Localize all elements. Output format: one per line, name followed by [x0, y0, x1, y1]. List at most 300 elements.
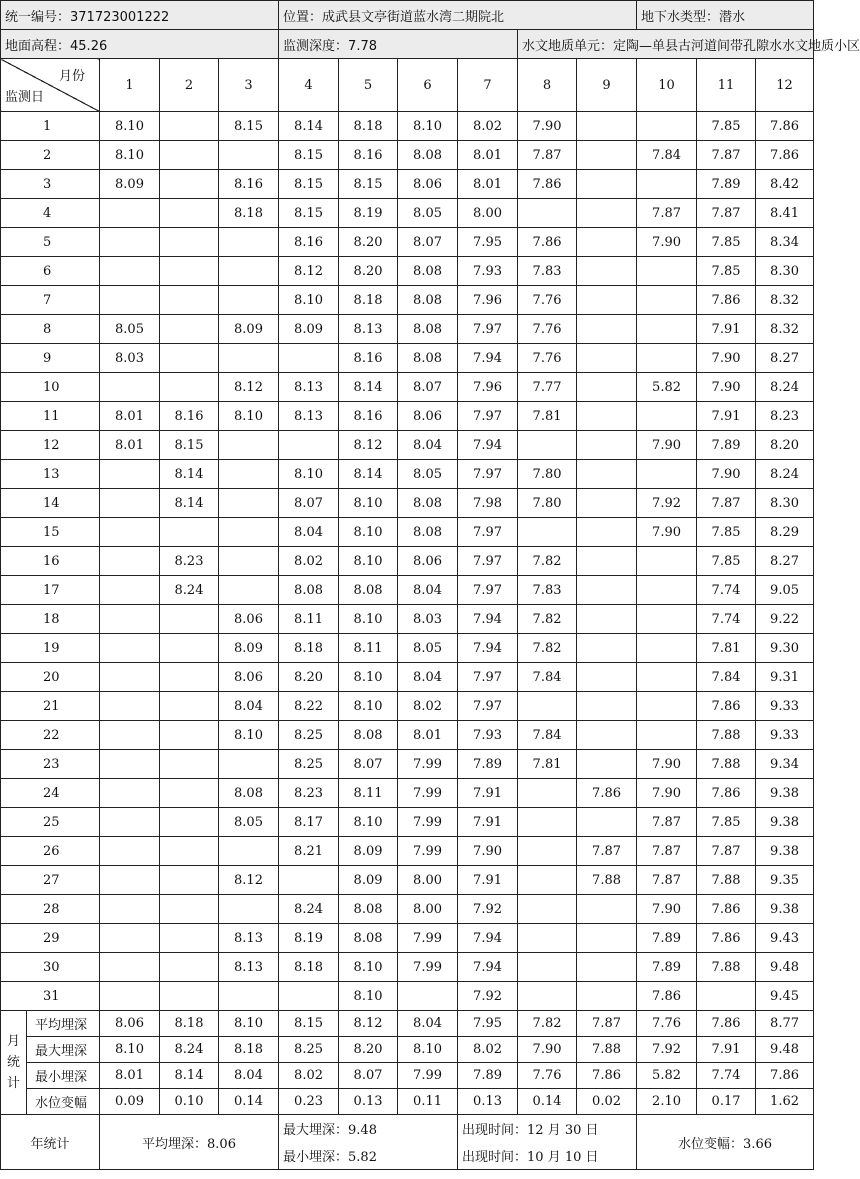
- table-row: [1, 286, 814, 315]
- table-row: [1, 402, 814, 431]
- depth-value-cell: [518, 692, 577, 721]
- depth-value-cell: 7.90: [637, 750, 697, 779]
- depth-value-cell: 7.99: [398, 837, 458, 866]
- depth-value-cell: 7.89: [458, 750, 518, 779]
- table-row: [1, 808, 814, 837]
- depth-value-cell: [100, 199, 160, 228]
- depth-value-cell: [637, 286, 697, 315]
- depth-value-cell: 7.86: [577, 779, 637, 808]
- depth-value-cell: 8.00: [398, 895, 458, 924]
- depth-value-cell: 8.16: [219, 170, 279, 199]
- depth-value-cell: 8.29: [756, 518, 814, 547]
- depth-value-cell: 8.13: [279, 402, 339, 431]
- depth-value-cell: [160, 257, 219, 286]
- depth-value-cell: [219, 344, 279, 373]
- depth-value-cell: [577, 489, 637, 518]
- table-row: [1, 344, 814, 373]
- monthly-stat-value: 7.99: [398, 1063, 458, 1089]
- monthly-stats-label-chars: [7, 1031, 20, 1094]
- depth-value-cell: 7.99: [398, 924, 458, 953]
- depth-value-cell: [637, 315, 697, 344]
- monthly-stat-row: [1, 1037, 814, 1063]
- depth-value-cell: 7.89: [697, 170, 756, 199]
- elevation-value: 45.26: [70, 38, 108, 54]
- depth-value-cell: [100, 228, 160, 257]
- depth-value-cell: [100, 489, 160, 518]
- monthly-stats-label-char: 月: [6, 1034, 20, 1049]
- water-type-value: 潜水: [719, 9, 746, 25]
- day-label: 12: [1, 431, 100, 460]
- depth-value-cell: 8.10: [339, 489, 398, 518]
- station-id-cell: 统一编号：371723001222: [1, 1, 279, 30]
- depth-value-cell: 8.10: [339, 663, 398, 692]
- depth-value-cell: 8.15: [219, 112, 279, 141]
- depth-value-cell: 7.89: [637, 953, 697, 982]
- depth-value-cell: 7.86: [637, 982, 697, 1011]
- depth-value-cell: [219, 431, 279, 460]
- depth-value-cell: 7.99: [398, 750, 458, 779]
- depth-value-cell: 7.85: [697, 257, 756, 286]
- depth-value-cell: 8.18: [219, 199, 279, 228]
- table-row: [1, 547, 814, 576]
- month-header-2: 2: [160, 59, 219, 112]
- depth-value-cell: [637, 547, 697, 576]
- depth-value-cell: [577, 808, 637, 837]
- depth-value-cell: [219, 837, 279, 866]
- depth-value-cell: [100, 576, 160, 605]
- depth-value-cell: [577, 982, 637, 1011]
- depth-value-cell: 8.22: [279, 692, 339, 721]
- depth-value-cell: 8.14: [160, 460, 219, 489]
- depth-value-cell: 8.10: [219, 402, 279, 431]
- depth-value-cell: 7.82: [518, 605, 577, 634]
- table-row: [1, 924, 814, 953]
- depth-value-cell: 8.11: [279, 605, 339, 634]
- depth-value-cell: [518, 866, 577, 895]
- depth-value-cell: [577, 460, 637, 489]
- depth-value-cell: [100, 953, 160, 982]
- depth-value-cell: 8.14: [339, 460, 398, 489]
- depth-value-cell: 7.88: [697, 866, 756, 895]
- depth-value-cell: 7.86: [697, 779, 756, 808]
- depth-value-cell: [160, 344, 219, 373]
- depth-value-cell: [160, 286, 219, 315]
- depth-value-cell: 7.94: [458, 605, 518, 634]
- table-row: [1, 837, 814, 866]
- depth-value-cell: 7.86: [697, 895, 756, 924]
- depth-value-cell: 8.25: [279, 721, 339, 750]
- depth-value-cell: 8.20: [756, 431, 814, 460]
- depth-value-cell: 7.94: [458, 431, 518, 460]
- depth-value-cell: 7.84: [518, 721, 577, 750]
- day-label: 27: [1, 866, 100, 895]
- depth-value-cell: [577, 170, 637, 199]
- depth-cell: 监测深度：7.78: [279, 30, 518, 59]
- table-row: [1, 779, 814, 808]
- depth-value-cell: [160, 315, 219, 344]
- depth-value-cell: [518, 982, 577, 1011]
- depth-value-cell: 8.13: [279, 373, 339, 402]
- monthly-stat-label: 平均埋深: [35, 1018, 88, 1033]
- depth-value-cell: 8.12: [219, 373, 279, 402]
- monthly-stat-value: 8.20: [339, 1037, 398, 1063]
- depth-value-cell: [279, 866, 339, 895]
- depth-value-cell: [637, 112, 697, 141]
- depth-value-cell: 8.07: [398, 228, 458, 257]
- depth-value-cell: 7.94: [458, 344, 518, 373]
- depth-value-cell: 8.23: [160, 547, 219, 576]
- depth-value-cell: 7.80: [518, 460, 577, 489]
- depth-value-cell: [160, 112, 219, 141]
- depth-value-cell: [637, 257, 697, 286]
- depth-value-cell: 8.03: [398, 605, 458, 634]
- monthly-stat-value: 8.04: [398, 1011, 458, 1037]
- depth-value-cell: 8.24: [756, 373, 814, 402]
- depth-value-cell: 8.17: [279, 808, 339, 837]
- depth-value-cell: [160, 808, 219, 837]
- depth-value-cell: [518, 779, 577, 808]
- depth-value-cell: 8.20: [339, 257, 398, 286]
- depth-value-cell: 8.01: [458, 141, 518, 170]
- depth-value-cell: [219, 518, 279, 547]
- depth-value-cell: 7.82: [518, 547, 577, 576]
- annual-min-time: 出现时间：10 月 10 日: [458, 1142, 637, 1170]
- monthly-stat-row: [1, 1089, 814, 1115]
- depth-value-cell: 8.05: [398, 460, 458, 489]
- depth-value-cell: [100, 286, 160, 315]
- day-label: 18: [1, 605, 100, 634]
- depth-value-cell: 8.00: [458, 199, 518, 228]
- annual-stats-row: [1, 1115, 814, 1143]
- table-row: [1, 634, 814, 663]
- depth-value-cell: 8.09: [339, 837, 398, 866]
- depth-value-cell: 8.08: [398, 286, 458, 315]
- depth-value-cell: [577, 431, 637, 460]
- depth-value-cell: 7.99: [398, 779, 458, 808]
- header-row-1: [1, 1, 814, 30]
- day-label: 15: [1, 518, 100, 547]
- depth-value-cell: [160, 982, 219, 1011]
- depth-value-cell: [577, 663, 637, 692]
- day-label: 17: [1, 576, 100, 605]
- depth-value-cell: 7.90: [637, 779, 697, 808]
- depth-value-cell: 7.88: [697, 953, 756, 982]
- month-header-6: 6: [398, 59, 458, 112]
- depth-value-cell: [518, 431, 577, 460]
- depth-value-cell: [160, 866, 219, 895]
- depth-value-cell: [637, 170, 697, 199]
- depth-value-cell: [160, 518, 219, 547]
- depth-value-cell: 8.20: [339, 228, 398, 257]
- depth-value-cell: 7.93: [458, 721, 518, 750]
- depth-value-cell: 7.97: [458, 663, 518, 692]
- depth-value-cell: [160, 895, 219, 924]
- depth-value-cell: 8.25: [279, 750, 339, 779]
- day-label: 13: [1, 460, 100, 489]
- monthly-stats-vertical-label: [1, 1011, 27, 1114]
- monthly-stat-value: 0.13: [458, 1089, 518, 1115]
- depth-value-cell: 8.21: [279, 837, 339, 866]
- depth-value-cell: 7.97: [458, 576, 518, 605]
- depth-value-cell: 7.96: [458, 286, 518, 315]
- depth-value-cell: 8.08: [398, 315, 458, 344]
- depth-value-cell: 7.85: [697, 547, 756, 576]
- depth-value-cell: 8.13: [339, 315, 398, 344]
- depth-value-cell: [577, 257, 637, 286]
- depth-value-cell: 7.88: [577, 866, 637, 895]
- depth-value-cell: 8.13: [219, 953, 279, 982]
- day-label: 29: [1, 924, 100, 953]
- depth-value-cell: 8.34: [756, 228, 814, 257]
- depth-value-cell: [100, 692, 160, 721]
- depth-value-cell: [160, 692, 219, 721]
- depth-value-cell: [100, 518, 160, 547]
- day-label: 9: [1, 344, 100, 373]
- depth-value-cell: 8.01: [100, 431, 160, 460]
- depth-value-cell: 7.84: [637, 141, 697, 170]
- depth-value-cell: [219, 228, 279, 257]
- depth-value-cell: 8.24: [756, 460, 814, 489]
- depth-value-cell: [279, 982, 339, 1011]
- depth-value-cell: 8.30: [756, 257, 814, 286]
- monthly-stat-value: 8.07: [339, 1063, 398, 1089]
- monthly-stat-value: 7.74: [697, 1063, 756, 1089]
- monthly-stat-value: 9.48: [756, 1037, 814, 1063]
- depth-value-cell: [577, 141, 637, 170]
- depth-value-cell: 7.95: [458, 228, 518, 257]
- depth-value-cell: 8.10: [339, 982, 398, 1011]
- depth-value-cell: [577, 344, 637, 373]
- monthly-stat-value: 0.13: [339, 1089, 398, 1115]
- depth-value-cell: 8.10: [339, 808, 398, 837]
- day-label: 30: [1, 953, 100, 982]
- depth-value-cell: [160, 605, 219, 634]
- depth-value-cell: [160, 924, 219, 953]
- depth-value-cell: 7.91: [697, 315, 756, 344]
- monthly-stat-value: 7.92: [637, 1037, 697, 1063]
- depth-value-cell: 8.08: [398, 489, 458, 518]
- table-row: [1, 866, 814, 895]
- month-header-1: 1: [100, 59, 160, 112]
- depth-value-cell: 8.08: [279, 576, 339, 605]
- depth-value-cell: [637, 344, 697, 373]
- depth-value-cell: 8.10: [100, 141, 160, 170]
- depth-value-cell: [577, 953, 637, 982]
- depth-value-cell: [637, 634, 697, 663]
- depth-value-cell: [160, 199, 219, 228]
- depth-value-cell: [577, 924, 637, 953]
- depth-value-cell: [637, 460, 697, 489]
- depth-value-cell: 7.87: [697, 141, 756, 170]
- depth-value-cell: 7.92: [637, 489, 697, 518]
- depth-value-cell: [398, 982, 458, 1011]
- depth-value-cell: [577, 315, 637, 344]
- depth-value-cell: 8.06: [398, 547, 458, 576]
- monthly-stat-value: 8.06: [100, 1011, 160, 1037]
- depth-value-cell: 7.97: [458, 518, 518, 547]
- depth-value-cell: 8.15: [160, 431, 219, 460]
- depth-value-cell: 7.81: [518, 750, 577, 779]
- depth-value-cell: [219, 257, 279, 286]
- depth-value-cell: 7.92: [458, 982, 518, 1011]
- depth-value-cell: [577, 721, 637, 750]
- depth-value-cell: 7.76: [518, 315, 577, 344]
- depth-value-cell: [160, 228, 219, 257]
- depth-value-cell: [160, 141, 219, 170]
- depth-value-cell: 7.90: [637, 895, 697, 924]
- table-row: [1, 257, 814, 286]
- depth-value-cell: 9.38: [756, 779, 814, 808]
- depth-value-cell: 8.05: [100, 315, 160, 344]
- depth-value-cell: 8.12: [279, 257, 339, 286]
- corner-header-cell: [1, 59, 100, 112]
- depth-value-cell: [219, 547, 279, 576]
- depth-value-cell: 7.90: [697, 373, 756, 402]
- table-row: [1, 373, 814, 402]
- depth-value-cell: [577, 402, 637, 431]
- annual-stats-label: 年统计: [1, 1115, 100, 1170]
- depth-value-cell: [637, 692, 697, 721]
- day-label: 28: [1, 895, 100, 924]
- table-row: [1, 982, 814, 1011]
- day-label: 22: [1, 721, 100, 750]
- depth-value-cell: 8.16: [339, 141, 398, 170]
- depth-value-cell: 8.09: [219, 315, 279, 344]
- monthly-stat-value: 8.25: [279, 1037, 339, 1063]
- depth-value-cell: 8.15: [279, 170, 339, 199]
- location-cell: 位置：成武县文亭街道蓝水湾二期院北: [279, 1, 637, 30]
- monthly-stat-value: 7.82: [518, 1011, 577, 1037]
- depth-value-cell: [637, 576, 697, 605]
- depth-value-cell: [219, 141, 279, 170]
- depth-value-cell: [577, 750, 637, 779]
- month-header-12: 12: [756, 59, 814, 112]
- depth-value-cell: 8.05: [398, 634, 458, 663]
- depth-value-cell: 7.89: [697, 431, 756, 460]
- depth-value-cell: 7.90: [458, 837, 518, 866]
- depth-value-cell: 7.80: [518, 489, 577, 518]
- table-row: [1, 895, 814, 924]
- depth-value-cell: 7.87: [637, 837, 697, 866]
- depth-value-cell: 8.15: [279, 141, 339, 170]
- depth-value-cell: 7.86: [697, 286, 756, 315]
- depth-value-cell: 7.90: [518, 112, 577, 141]
- depth-value-cell: 8.10: [100, 112, 160, 141]
- depth-value-cell: 7.85: [697, 808, 756, 837]
- depth-value-cell: [160, 170, 219, 199]
- monthly-stat-value: 0.17: [697, 1089, 756, 1115]
- depth-value-cell: 9.38: [756, 837, 814, 866]
- depth-value-cell: [100, 721, 160, 750]
- depth-value-cell: 7.92: [458, 895, 518, 924]
- monthly-stat-value: 0.14: [518, 1089, 577, 1115]
- depth-value-cell: 8.05: [398, 199, 458, 228]
- day-label: 2: [1, 141, 100, 170]
- depth-value-cell: 8.04: [219, 692, 279, 721]
- day-label: 5: [1, 228, 100, 257]
- depth-value-cell: 8.10: [339, 692, 398, 721]
- depth-value-cell: 7.86: [518, 170, 577, 199]
- depth-value-cell: [100, 808, 160, 837]
- depth-value-cell: [518, 924, 577, 953]
- header-row-2: [1, 30, 814, 59]
- depth-value-cell: 8.18: [339, 112, 398, 141]
- day-label: 10: [1, 373, 100, 402]
- table-row: [1, 721, 814, 750]
- day-label: 20: [1, 663, 100, 692]
- depth-value-cell: 8.13: [219, 924, 279, 953]
- depth-value-cell: 7.74: [697, 576, 756, 605]
- depth-value-cell: 8.10: [279, 460, 339, 489]
- depth-value-cell: 8.24: [160, 576, 219, 605]
- monthly-stat-value: 7.89: [458, 1063, 518, 1089]
- elevation-cell: 地面高程：45.26: [1, 30, 279, 59]
- depth-value-cell: 7.97: [458, 460, 518, 489]
- annual-avg-depth: 平均埋深：8.06: [100, 1115, 279, 1170]
- depth-value-cell: 7.84: [697, 663, 756, 692]
- depth-value-cell: 7.76: [518, 286, 577, 315]
- depth-value-cell: 8.06: [398, 402, 458, 431]
- depth-value-cell: 8.11: [339, 634, 398, 663]
- monthly-stat-value: 8.15: [279, 1011, 339, 1037]
- depth-value-cell: 7.91: [697, 402, 756, 431]
- depth-value-cell: 8.18: [279, 634, 339, 663]
- depth-value-cell: 7.97: [458, 402, 518, 431]
- depth-value-cell: 7.90: [697, 344, 756, 373]
- depth-value-cell: 9.43: [756, 924, 814, 953]
- depth-value-cell: 7.90: [637, 431, 697, 460]
- day-label: 21: [1, 692, 100, 721]
- monthly-stat-value: 8.18: [219, 1037, 279, 1063]
- depth-value-cell: 8.08: [219, 779, 279, 808]
- month-caption: 月份: [58, 69, 85, 84]
- monthly-stat-value: 0.14: [219, 1089, 279, 1115]
- table-row: [1, 750, 814, 779]
- depth-value-cell: 8.14: [279, 112, 339, 141]
- depth-value-cell: [219, 286, 279, 315]
- depth-value-cell: 8.02: [398, 692, 458, 721]
- depth-value-cell: 7.99: [398, 953, 458, 982]
- depth-value-cell: [100, 837, 160, 866]
- monthly-stat-value: 0.11: [398, 1089, 458, 1115]
- table-row: [1, 112, 814, 141]
- month-header-11: 11: [697, 59, 756, 112]
- depth-value-cell: 7.93: [458, 257, 518, 286]
- depth-value-cell: 8.23: [279, 779, 339, 808]
- depth-value-cell: 7.87: [697, 489, 756, 518]
- depth-value-cell: 8.06: [219, 663, 279, 692]
- depth-value-cell: 7.76: [518, 344, 577, 373]
- depth-value-cell: [100, 257, 160, 286]
- depth-value-cell: 8.10: [339, 547, 398, 576]
- day-caption: 监测日: [5, 90, 45, 105]
- table-row: [1, 692, 814, 721]
- depth-value-cell: [518, 808, 577, 837]
- depth-value-cell: 8.41: [756, 199, 814, 228]
- depth-value-cell: 8.04: [398, 663, 458, 692]
- depth-value-cell: 7.98: [458, 489, 518, 518]
- monthly-stat-label: 最小埋深: [35, 1070, 88, 1085]
- station-id: 371723001222: [70, 9, 170, 25]
- depth-value-cell: [577, 692, 637, 721]
- depth-value-cell: 8.16: [160, 402, 219, 431]
- monthly-stat-row: [1, 1063, 814, 1089]
- depth-value-cell: 8.14: [339, 373, 398, 402]
- depth-value-cell: [577, 228, 637, 257]
- depth-value-cell: 8.20: [279, 663, 339, 692]
- depth-value-cell: 7.85: [697, 112, 756, 141]
- depth-value-cell: [100, 866, 160, 895]
